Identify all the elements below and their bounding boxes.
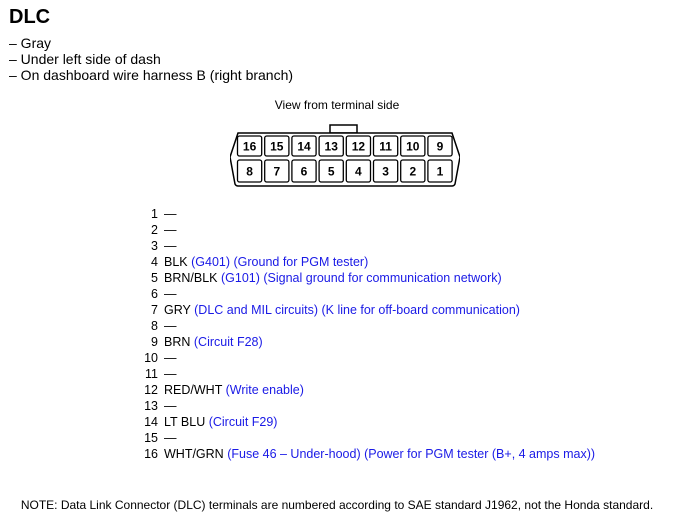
wire-color: — xyxy=(164,367,177,381)
pin-number: 1 xyxy=(436,164,444,179)
wire-color: — xyxy=(164,239,177,253)
wire-color: — xyxy=(164,399,177,413)
pin-number: 9 xyxy=(436,139,444,154)
pin-row-wire xyxy=(164,270,502,286)
wire-color: RED/WHT xyxy=(164,383,223,397)
pin-number: 8 xyxy=(246,164,253,179)
pin-number: 3 xyxy=(382,164,389,179)
pin-number: 13 xyxy=(324,139,338,154)
wire-color: — xyxy=(164,287,177,301)
pin-row-wire xyxy=(164,286,177,302)
pin-row-number: 15 xyxy=(144,431,158,445)
pin-number: 4 xyxy=(355,164,362,179)
circuit-description: (Write enable) xyxy=(225,383,304,397)
pin-row-wire xyxy=(164,318,177,334)
dlc-connector-diagram xyxy=(230,124,460,190)
pin-row-wire xyxy=(164,366,177,382)
pin-number: 5 xyxy=(327,164,335,179)
pin-row-number: 1 xyxy=(151,207,158,221)
pin-number: 10 xyxy=(406,139,420,154)
wire-color: — xyxy=(164,223,177,237)
standard-note: NOTE: Data Link Connector (DLC) terminals are numbered according to SAE standard J1962, not the Honda standard. xyxy=(20,498,654,512)
pin-row-wire xyxy=(164,206,177,222)
pin-row-number: 8 xyxy=(151,319,158,333)
pin-row-number: 5 xyxy=(151,271,158,285)
pin-number: 12 xyxy=(351,139,366,154)
pin-row-wire xyxy=(164,414,277,430)
note-location: – Under left side of dash xyxy=(9,51,161,67)
wire-color: WHT/GRN xyxy=(164,447,224,461)
wire-color: — xyxy=(164,431,177,445)
pin-number: 6 xyxy=(300,164,308,179)
pin-row-wire xyxy=(164,382,304,398)
pin-row-number: 10 xyxy=(144,351,158,365)
note-harness: – On dashboard wire harness B (right branch) xyxy=(9,67,294,83)
pin-row-number: 12 xyxy=(144,383,158,397)
pin-number: 7 xyxy=(273,164,281,179)
pin-row-wire xyxy=(164,398,177,414)
pin-row-number: 7 xyxy=(151,303,158,317)
pin-row-number: 3 xyxy=(151,239,158,253)
pin-row-number: 6 xyxy=(151,287,158,301)
circuit-description: (Fuse 46 – Under-hood) (Power for PGM tester (B+, 4 amps max)) xyxy=(227,447,596,461)
pin-row-number: 16 xyxy=(144,447,158,461)
pin-number: 14 xyxy=(297,139,311,154)
pin-number: 15 xyxy=(270,139,284,154)
pin-row-number: 4 xyxy=(151,255,158,269)
pin-row-wire xyxy=(164,430,177,446)
circuit-description: (DLC and MIL circuits) (K line for off-board communication) xyxy=(194,303,520,317)
pin-number: 2 xyxy=(409,164,417,179)
pin-row-number: 9 xyxy=(151,335,158,349)
connector-notes xyxy=(9,35,293,83)
pin-row-wire xyxy=(164,222,177,238)
wire-color: — xyxy=(164,207,177,221)
pin-row-wire xyxy=(164,334,263,350)
view-label: View from terminal side xyxy=(274,98,400,112)
pin-row-wire xyxy=(164,238,177,254)
wire-color: — xyxy=(164,319,177,333)
pin-row-number: 13 xyxy=(144,399,158,413)
wire-color: — xyxy=(164,351,177,365)
pin-row-number: 2 xyxy=(151,223,158,237)
pin-row-number: 11 xyxy=(145,367,158,381)
pin-number: 16 xyxy=(242,139,257,154)
pin-row-wire xyxy=(164,254,368,270)
wire-color: BRN xyxy=(164,335,191,349)
wire-color: BRN/BLK xyxy=(164,271,218,285)
note-color: – Gray xyxy=(9,35,52,51)
pin-row-wire xyxy=(164,350,177,366)
circuit-description: (Circuit F28) xyxy=(193,335,263,349)
pin-row-wire xyxy=(164,446,595,462)
circuit-description: (G101) (Signal ground for communication network) xyxy=(220,271,502,285)
circuit-description: (Circuit F29) xyxy=(208,415,278,429)
wire-color: LT BLU xyxy=(164,415,206,429)
circuit-description: (G401) (Ground for PGM tester) xyxy=(191,255,369,269)
page-title: DLC xyxy=(9,6,51,28)
wire-color: GRY xyxy=(164,303,191,317)
pin-row-number: 14 xyxy=(144,415,158,429)
pin-row-wire xyxy=(164,302,520,318)
pin-number: 11 xyxy=(379,139,392,154)
wire-color: BLK xyxy=(164,255,188,269)
